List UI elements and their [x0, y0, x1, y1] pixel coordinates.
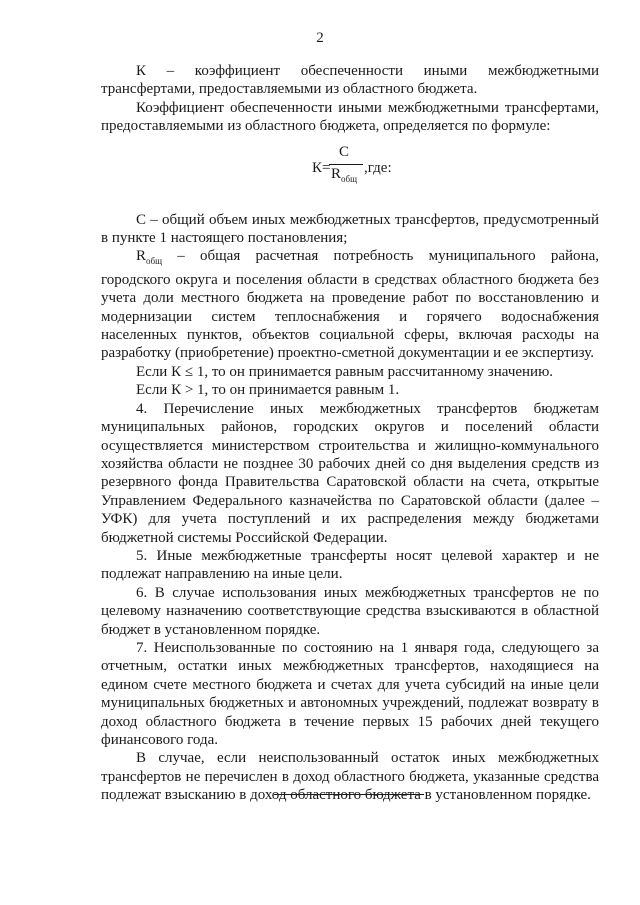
formula-lhs: К= [312, 159, 331, 176]
paragraph-k-definition: К – коэффициент обеспеченности иными межбюджетными трансфертами, предоставляемыми из областного бюджета. [101, 63, 599, 98]
paragraph-item-6: 6. В случае использования иных межбюджетных трансфертов не по целевому назначению соответствующие средства взыскиваются в областной бюджет в установленном порядке. [101, 584, 599, 638]
paragraph-unspent-balance: В случае, если неиспользованный остаток иных межбюджетных трансфертов не перечислен в доход областного бюджета, указанные средства подлежат взысканию в доход областного бюджета в установленном порядке. [101, 750, 599, 804]
paragraph-item-7: 7. Неиспользованные по состоянию на 1 января года, следующего за отчетным, остатки иных межбюджетных трансфертов, находящиеся на едином счете местного бюджета и счетах для учета субсидий на иные цели муниципальных бюджетных и автономных учреждений, подлежат возврату в доход областного бюджета в течение первых 15 рабочих дней текущего финансового года. [101, 639, 599, 748]
formula-denominator: $R_{общ}$ [331, 165, 358, 184]
paragraph-c-definition: С – общий объем иных межбюджетных трансфертов, предусмотренный в пункте 1 настоящего постановления; [101, 211, 599, 247]
formula-numerator: С [339, 143, 350, 160]
coefficient-formula [101, 145, 599, 189]
paragraph-k-le-1: Если К ≤ 1, то он принимается равным рассчитанному значению. [136, 363, 554, 380]
paragraph-coefficient-formula-intro: Коэффициент обеспеченности иными межбюджетными трансфертами, предоставляемыми из областного бюджета, определяется по формуле: [101, 99, 599, 135]
page-number: 2 [316, 30, 324, 46]
document-body [101, 62, 599, 805]
paragraph-item-4: 4. Перечисление иных межбюджетных трансфертов бюджетам муниципальных районов, городских округов и поселений области осуществляется министерством строительства и жилищно-коммунального хозяйства области не позднее 30 рабочих дней со дня выделения средств из резервного фонда Правительства Саратовской области на счета, открытые Управлением Федерального казначейства по Саратовской области (далее – УФК) для учета поступлений и их распределения между бюджетами бюджетной системы Российской Федерации. [101, 400, 599, 546]
formula-suffix: ,где: [364, 159, 392, 176]
paragraph-k-gt-1: Если К > 1, то он принимается равным 1. [136, 382, 400, 399]
paragraph-item-5: 5. Иные межбюджетные трансферты носят целевой характер и не подлежат направлению на иные цели. [101, 547, 599, 583]
paragraph-r-definition: $R_{общ}$ – общая расчетная потребность муниципального района, городского округа и поселения области в средствах областного бюджета без учета доли местного бюджета на проведение работ по восстановлению и модернизации систем теплоснабжения и горячего водоснабжения населенных пунктов, объектов социальной сферы, включая расходы на разработку (приобретение) проектно-сметной документации и ее экспертизу. [101, 248, 599, 362]
end-rule [274, 794, 424, 795]
